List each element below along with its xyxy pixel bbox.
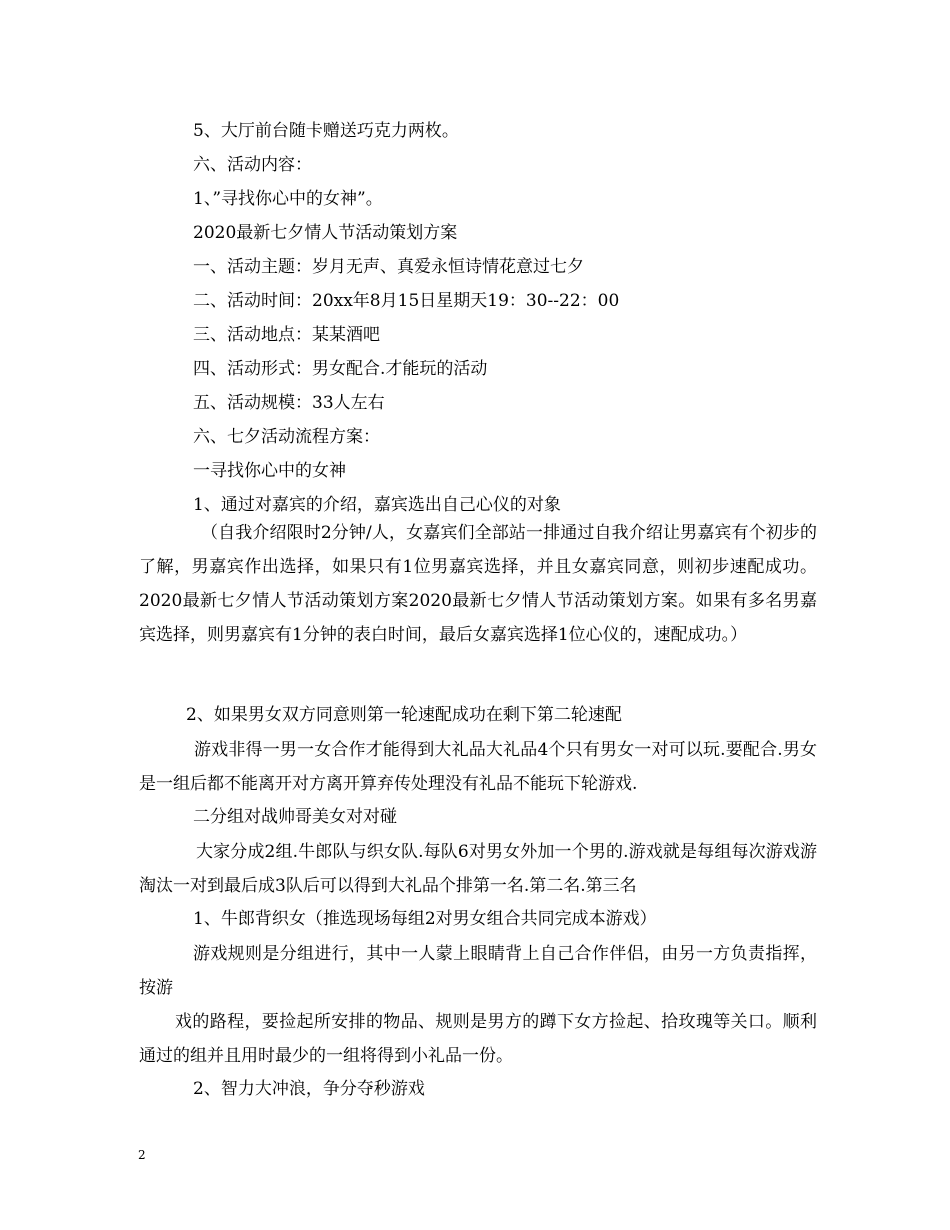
heading-flow-plan: 六、七夕活动流程方案：	[193, 427, 380, 447]
paragraph-self-introduction: （自我介绍限时2分钟/人，女嘉宾们全部站一排通过自我介绍让男嘉宾有个初步的了解，男嘉宾作出选择，如果只有1位男嘉宾选择，并且女嘉宾同意，则初步速配成功。2020最新七夕情人节活动策划方案2020最新七夕情人节活动策划方案。如果有多名男嘉宾选择，则男嘉宾有1分钟的表白时间，最后女嘉宾选择1位心仪的，速配成功。）	[139, 523, 817, 645]
text-line-format: 四、活动形式：男女配合.才能玩的活动	[193, 359, 488, 379]
paragraph-game-rules: 游戏规则是分组进行，其中一人蒙上眼睛背上自己合作伴侣，由另一方负责指挥，按游	[139, 944, 817, 998]
text-line-second-round: 2、如果男女双方同意则第一轮速配成功在剩下第二轮速配	[186, 705, 622, 725]
heading-team-battle: 二分组对战帅哥美女对对碰	[193, 807, 397, 827]
heading-activity-content: 六、活动内容：	[193, 155, 312, 175]
paragraph-game-route: 戏的路程，要捡起所安排的物品、规则是男方的蹲下女方捡起、拾玫瑰等关口。顺利通过的组并且用时最少的一组将得到小礼品一份。	[139, 1012, 817, 1066]
document-subtitle: 2020最新七夕情人节活动策划方案	[193, 223, 458, 243]
text-line-theme: 一、活动主题：岁月无声、真爱永恒诗情花意过七夕	[193, 257, 584, 277]
paragraph-game-pairs: 游戏非得一男一女合作才能得到大礼品大礼品4个只有男女一对可以玩.要配合.男女是一组后都不能离开对方离开算弃传处理没有礼品不能玩下轮游戏.	[139, 740, 817, 794]
page-number: 2	[138, 1148, 146, 1162]
text-line-time: 二、活动时间：20xx年8月15日星期天19：30--22：00	[193, 291, 620, 311]
text-line-quiz-game: 2、智力大冲浪，争分夺秒游戏	[193, 1079, 425, 1099]
text-line-game-cowherd: 1、牛郎背织女（推选现场每组2对男女组合共同完成本游戏）	[193, 909, 657, 929]
text-line-location: 三、活动地点：某某酒吧	[193, 325, 380, 345]
heading-find-goddess: 一寻找你心中的女神	[193, 461, 346, 481]
paragraph-team-groups: 大家分成2组.牛郎队与织女队.每队6对男女外加一个男的.游戏就是每组每次游戏游淘汰一对到最后成3队后可以得到大礼品个排第一名.第二名.第三名	[139, 842, 817, 896]
text-line-scale: 五、活动规模：33人左右	[193, 393, 385, 413]
text-line-find-goddess: 1、”寻找你心中的女神”。	[193, 189, 383, 209]
text-line-intro-step: 1、通过对嘉宾的介绍，嘉宾选出自己心仪的对象	[193, 495, 561, 515]
text-line-chocolate: 5、大厅前台随卡赠送巧克力两枚。	[193, 121, 459, 141]
